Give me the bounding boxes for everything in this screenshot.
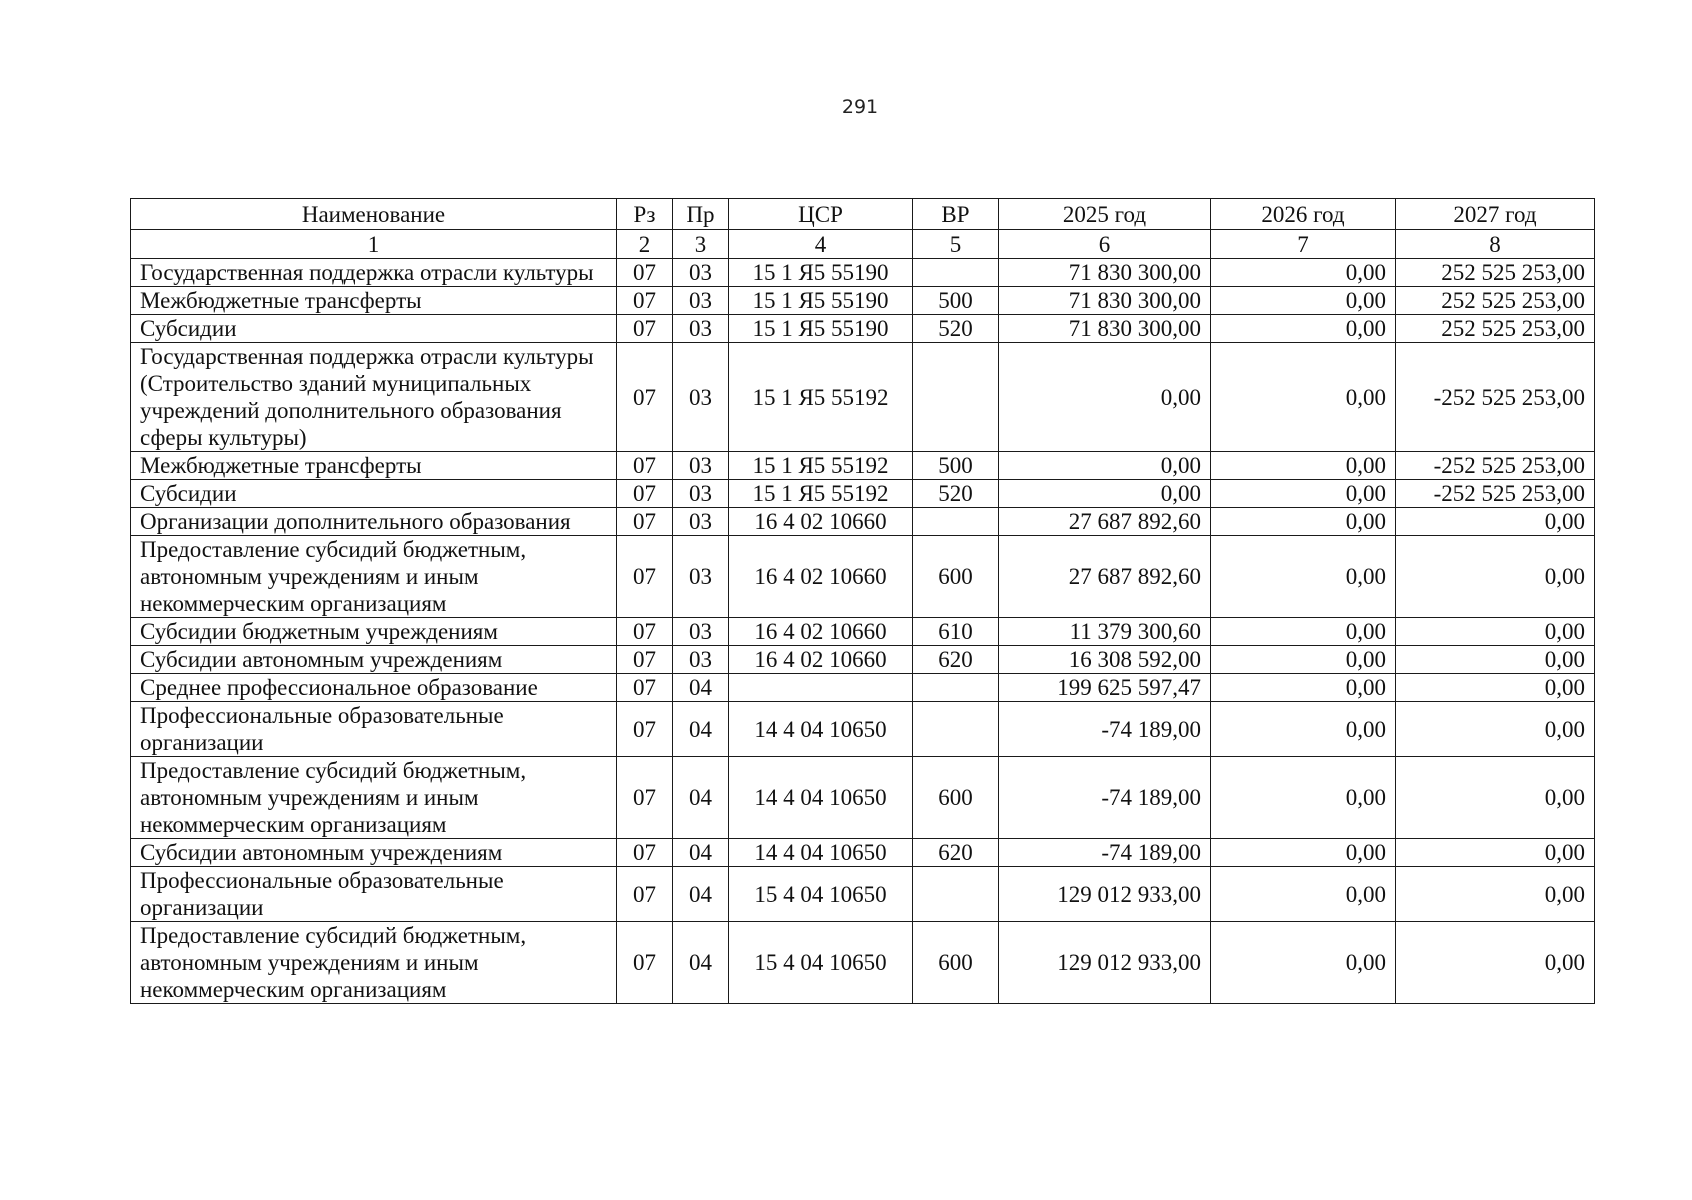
cell-rz: 07 xyxy=(617,757,673,839)
cell-2026: 0,00 xyxy=(1211,839,1396,867)
cell-name: Предоставление субсидий бюджетным, автономным учреждениям и иным некоммерческим организациям xyxy=(131,922,617,1004)
cell-name: Профессиональные образовательные организации xyxy=(131,702,617,757)
header-2027: 2027 год xyxy=(1396,199,1595,230)
cell-rz: 07 xyxy=(617,839,673,867)
cell-vr xyxy=(913,259,999,287)
cell-2026: 0,00 xyxy=(1211,536,1396,618)
cell-pr: 03 xyxy=(673,315,729,343)
cell-pr: 04 xyxy=(673,674,729,702)
cell-2025: 16 308 592,00 xyxy=(999,646,1211,674)
budget-table xyxy=(130,198,1595,1004)
page-number: 291 xyxy=(841,96,879,118)
cell-2027: 0,00 xyxy=(1396,674,1595,702)
cell-vr: 500 xyxy=(913,287,999,315)
cell-vr xyxy=(913,702,999,757)
cell-rz: 07 xyxy=(617,508,673,536)
cell-name: Среднее профессиональное образование xyxy=(131,674,617,702)
cell-pr: 04 xyxy=(673,839,729,867)
cell-pr: 03 xyxy=(673,508,729,536)
cell-rz: 07 xyxy=(617,452,673,480)
cell-rz: 07 xyxy=(617,867,673,922)
table-row xyxy=(131,259,1595,287)
cell-2025: 71 830 300,00 xyxy=(999,315,1211,343)
cell-name: Государственная поддержка отрасли культуры (Строительство зданий муниципальных учреждений дополнительного образования сферы культуры) xyxy=(131,343,617,452)
cell-vr: 600 xyxy=(913,922,999,1004)
header-pr: Пр xyxy=(673,199,729,230)
table-row xyxy=(131,536,1595,618)
table-row xyxy=(131,922,1595,1004)
cell-2027: 0,00 xyxy=(1396,757,1595,839)
cell-vr xyxy=(913,508,999,536)
cell-pr: 03 xyxy=(673,536,729,618)
cell-name: Субсидии автономным учреждениям xyxy=(131,646,617,674)
cell-2025: 0,00 xyxy=(999,452,1211,480)
cell-csr: 15 1 Я5 55192 xyxy=(729,343,913,452)
cell-vr: 620 xyxy=(913,839,999,867)
table-row xyxy=(131,839,1595,867)
cell-name: Субсидии xyxy=(131,315,617,343)
cell-rz: 07 xyxy=(617,646,673,674)
cell-2026: 0,00 xyxy=(1211,757,1396,839)
cell-vr xyxy=(913,343,999,452)
column-number: 3 xyxy=(673,230,729,259)
cell-rz: 07 xyxy=(617,480,673,508)
column-number: 7 xyxy=(1211,230,1396,259)
cell-pr: 03 xyxy=(673,452,729,480)
header-2025: 2025 год xyxy=(999,199,1211,230)
table-row xyxy=(131,343,1595,452)
cell-2027: 0,00 xyxy=(1396,508,1595,536)
column-number: 8 xyxy=(1396,230,1595,259)
header-vr: ВР xyxy=(913,199,999,230)
cell-2026: 0,00 xyxy=(1211,259,1396,287)
table-row xyxy=(131,702,1595,757)
cell-2027: -252 525 253,00 xyxy=(1396,480,1595,508)
cell-rz: 07 xyxy=(617,702,673,757)
cell-rz: 07 xyxy=(617,618,673,646)
cell-pr: 04 xyxy=(673,922,729,1004)
table-row xyxy=(131,867,1595,922)
cell-csr: 16 4 02 10660 xyxy=(729,508,913,536)
cell-vr xyxy=(913,867,999,922)
cell-csr: 15 4 04 10650 xyxy=(729,867,913,922)
cell-2025: 71 830 300,00 xyxy=(999,259,1211,287)
cell-csr: 16 4 02 10660 xyxy=(729,646,913,674)
cell-rz: 07 xyxy=(617,922,673,1004)
cell-vr: 500 xyxy=(913,452,999,480)
table-row xyxy=(131,452,1595,480)
cell-vr: 610 xyxy=(913,618,999,646)
cell-2025: 199 625 597,47 xyxy=(999,674,1211,702)
cell-name: Межбюджетные трансферты xyxy=(131,452,617,480)
cell-csr: 15 1 Я5 55192 xyxy=(729,452,913,480)
table-row xyxy=(131,618,1595,646)
cell-2025: 27 687 892,60 xyxy=(999,508,1211,536)
cell-2027: 0,00 xyxy=(1396,646,1595,674)
cell-rz: 07 xyxy=(617,287,673,315)
column-number: 1 xyxy=(131,230,617,259)
table-row xyxy=(131,757,1595,839)
cell-name: Организации дополнительного образования xyxy=(131,508,617,536)
cell-name: Субсидии бюджетным учреждениям xyxy=(131,618,617,646)
column-number: 2 xyxy=(617,230,673,259)
table-row xyxy=(131,674,1595,702)
cell-2026: 0,00 xyxy=(1211,287,1396,315)
cell-2025: 129 012 933,00 xyxy=(999,922,1211,1004)
cell-2025: 11 379 300,60 xyxy=(999,618,1211,646)
cell-pr: 03 xyxy=(673,618,729,646)
cell-name: Субсидии xyxy=(131,480,617,508)
column-number: 5 xyxy=(913,230,999,259)
cell-csr: 16 4 02 10660 xyxy=(729,618,913,646)
cell-vr: 520 xyxy=(913,480,999,508)
cell-2026: 0,00 xyxy=(1211,452,1396,480)
cell-rz: 07 xyxy=(617,343,673,452)
cell-2026: 0,00 xyxy=(1211,867,1396,922)
cell-pr: 03 xyxy=(673,259,729,287)
cell-2027: 0,00 xyxy=(1396,839,1595,867)
table-row xyxy=(131,287,1595,315)
cell-2025: -74 189,00 xyxy=(999,757,1211,839)
cell-2026: 0,00 xyxy=(1211,674,1396,702)
cell-vr xyxy=(913,674,999,702)
header-name: Наименование xyxy=(131,199,617,230)
cell-pr: 03 xyxy=(673,480,729,508)
cell-pr: 04 xyxy=(673,867,729,922)
header-csr: ЦСР xyxy=(729,199,913,230)
table-body xyxy=(131,259,1595,1004)
cell-csr xyxy=(729,674,913,702)
column-number-row xyxy=(131,230,1595,259)
cell-2025: 0,00 xyxy=(999,343,1211,452)
cell-2026: 0,00 xyxy=(1211,922,1396,1004)
cell-2027: 252 525 253,00 xyxy=(1396,315,1595,343)
cell-2027: 0,00 xyxy=(1396,702,1595,757)
cell-name: Межбюджетные трансферты xyxy=(131,287,617,315)
cell-pr: 04 xyxy=(673,702,729,757)
cell-2026: 0,00 xyxy=(1211,343,1396,452)
cell-2026: 0,00 xyxy=(1211,508,1396,536)
cell-name: Государственная поддержка отрасли культуры xyxy=(131,259,617,287)
table-row xyxy=(131,508,1595,536)
cell-csr: 15 4 04 10650 xyxy=(729,922,913,1004)
cell-csr: 15 1 Я5 55192 xyxy=(729,480,913,508)
cell-2027: -252 525 253,00 xyxy=(1396,452,1595,480)
cell-2027: -252 525 253,00 xyxy=(1396,343,1595,452)
cell-pr: 04 xyxy=(673,757,729,839)
cell-rz: 07 xyxy=(617,259,673,287)
cell-rz: 07 xyxy=(617,674,673,702)
cell-2025: -74 189,00 xyxy=(999,839,1211,867)
cell-vr: 600 xyxy=(913,757,999,839)
cell-2026: 0,00 xyxy=(1211,315,1396,343)
cell-vr: 520 xyxy=(913,315,999,343)
header-rz: Рз xyxy=(617,199,673,230)
cell-2027: 0,00 xyxy=(1396,867,1595,922)
cell-csr: 15 1 Я5 55190 xyxy=(729,287,913,315)
cell-vr: 620 xyxy=(913,646,999,674)
cell-2026: 0,00 xyxy=(1211,702,1396,757)
column-number: 4 xyxy=(729,230,913,259)
cell-2025: 27 687 892,60 xyxy=(999,536,1211,618)
table-row xyxy=(131,646,1595,674)
table-row xyxy=(131,480,1595,508)
cell-2026: 0,00 xyxy=(1211,618,1396,646)
cell-rz: 07 xyxy=(617,315,673,343)
cell-name: Профессиональные образовательные организации xyxy=(131,867,617,922)
cell-pr: 03 xyxy=(673,287,729,315)
cell-vr: 600 xyxy=(913,536,999,618)
cell-name: Предоставление субсидий бюджетным, автономным учреждениям и иным некоммерческим организациям xyxy=(131,536,617,618)
cell-2027: 0,00 xyxy=(1396,536,1595,618)
table-row xyxy=(131,315,1595,343)
cell-csr: 15 1 Я5 55190 xyxy=(729,315,913,343)
cell-csr: 15 1 Я5 55190 xyxy=(729,259,913,287)
cell-2027: 0,00 xyxy=(1396,618,1595,646)
cell-csr: 14 4 04 10650 xyxy=(729,839,913,867)
cell-2025: 71 830 300,00 xyxy=(999,287,1211,315)
cell-pr: 03 xyxy=(673,646,729,674)
cell-2025: 129 012 933,00 xyxy=(999,867,1211,922)
cell-2027: 252 525 253,00 xyxy=(1396,259,1595,287)
cell-2027: 252 525 253,00 xyxy=(1396,287,1595,315)
cell-name: Субсидии автономным учреждениям xyxy=(131,839,617,867)
header-row xyxy=(131,199,1595,230)
cell-csr: 16 4 02 10660 xyxy=(729,536,913,618)
cell-2026: 0,00 xyxy=(1211,480,1396,508)
cell-2026: 0,00 xyxy=(1211,646,1396,674)
cell-rz: 07 xyxy=(617,536,673,618)
cell-csr: 14 4 04 10650 xyxy=(729,702,913,757)
cell-name: Предоставление субсидий бюджетным, автономным учреждениям и иным некоммерческим организациям xyxy=(131,757,617,839)
cell-pr: 03 xyxy=(673,343,729,452)
cell-2027: 0,00 xyxy=(1396,922,1595,1004)
cell-2025: 0,00 xyxy=(999,480,1211,508)
cell-2025: -74 189,00 xyxy=(999,702,1211,757)
column-number: 6 xyxy=(999,230,1211,259)
cell-csr: 14 4 04 10650 xyxy=(729,757,913,839)
header-2026: 2026 год xyxy=(1211,199,1396,230)
